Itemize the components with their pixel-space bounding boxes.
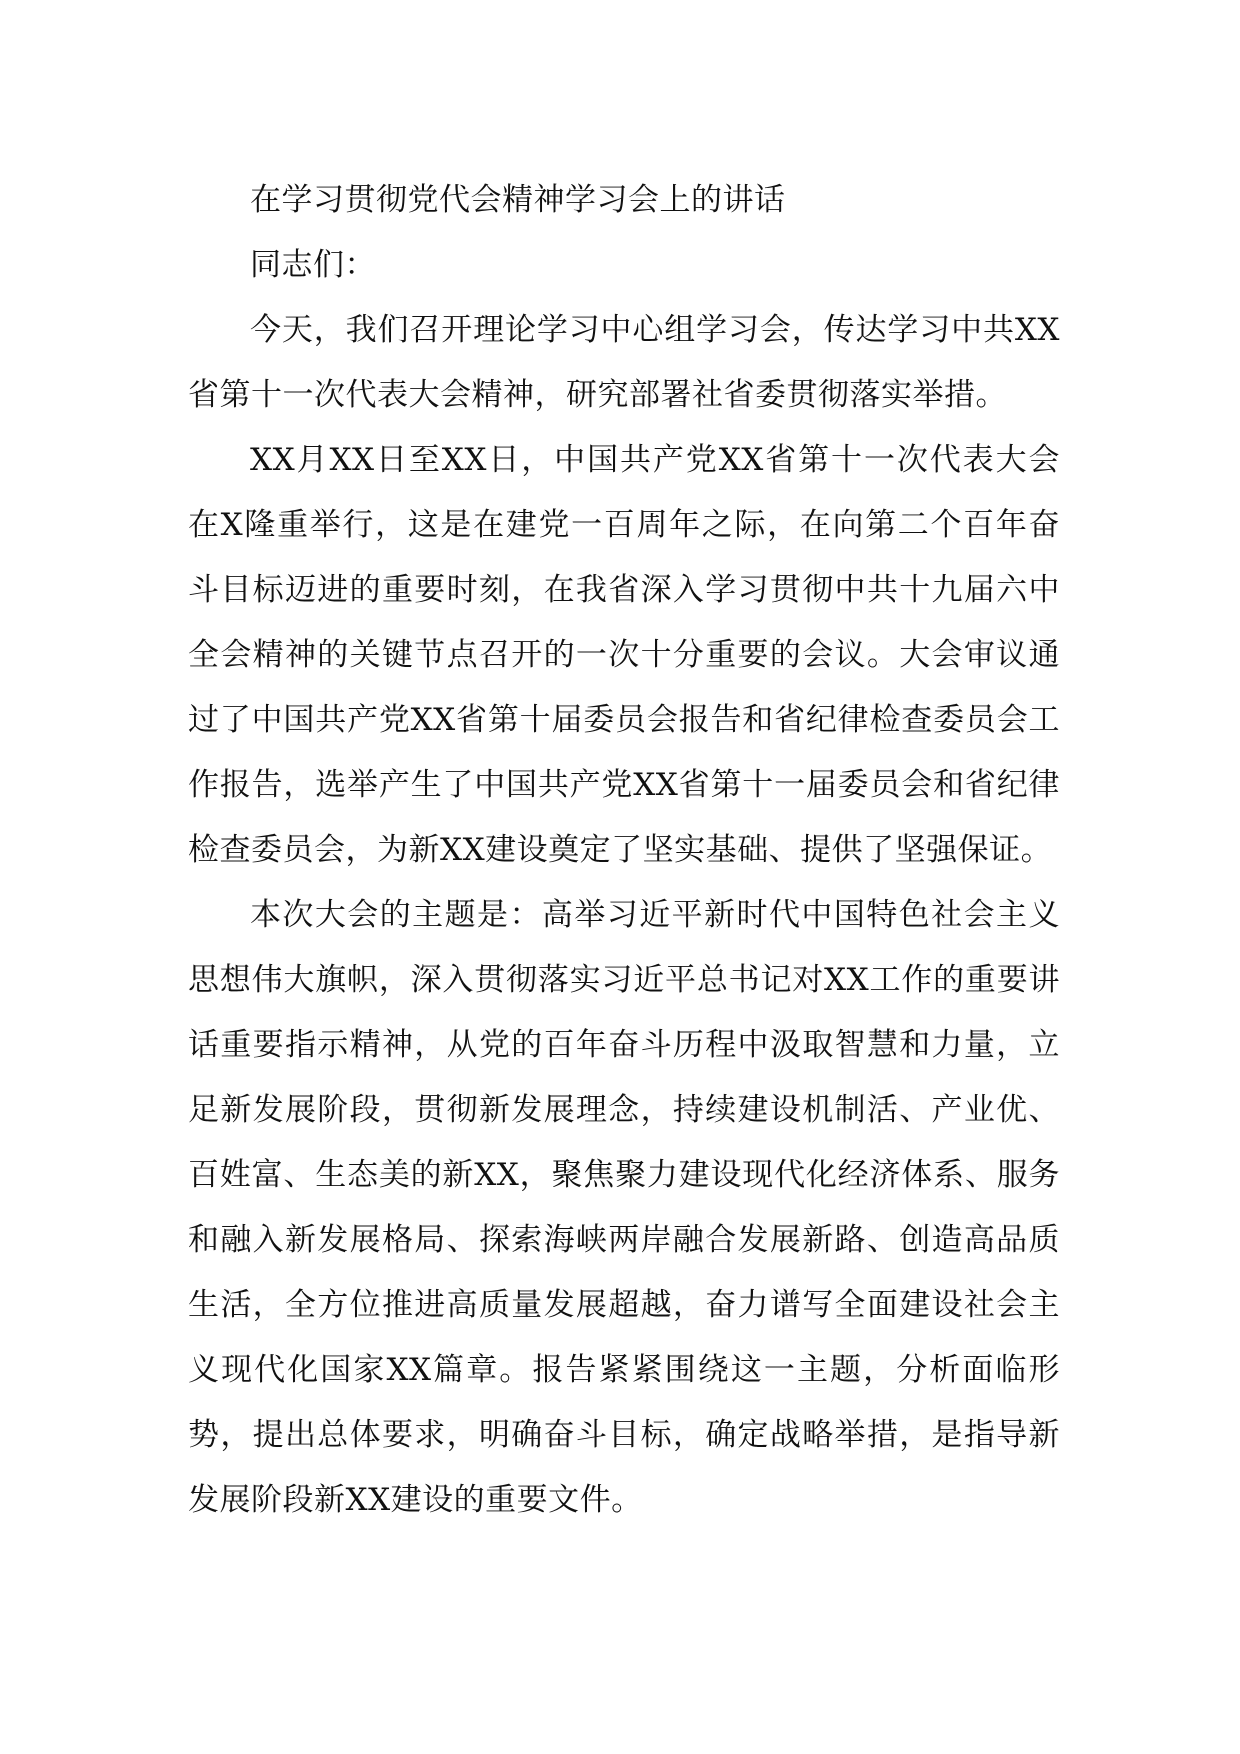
paragraph-intro: 今天，我们召开理论学习中心组学习会，传达学习中共XX省第十一次代表大会精神，研究部署社省委贯彻落实举措。	[188, 312, 1060, 413]
document-title: 在学习贯彻党代会精神学习会上的讲话	[250, 182, 786, 218]
paragraph-theme: 本次大会的主题是：高举习近平新时代中国特色社会主义思想伟大旗帜，深入贯彻落实习近平总书记对XX工作的重要讲话重要指示精神，从党的百年奋斗历程中汲取智慧和力量，立足新发展阶段，贯彻新发展理念，持续建设机制活、产业优、百姓富、生态美的新XX，聚焦聚力建设现代化经济体系、服务和融入新发展格局、探索海峡两岸融合发展新路、创造高品质生活，全方位推进高质量发展超越，奋力谱写全面建设社会主义现代化国家XX篇章。报告紧紧围绕这一主题，分析面临形势，提出总体要求，明确奋斗目标，确定战略举措，是指导新发展阶段新XX建设的重要文件。	[188, 897, 1060, 1518]
document-body	[188, 168, 1060, 1533]
paragraph-congress: XX月XX日至XX日，中国共产党XX省第十一次代表大会在X隆重举行，这是在建党一百周年之际，在向第二个百年奋斗目标迈进的重要时刻，在我省深入学习贯彻中共十九届六中全会精神的关键节点召开的一次十分重要的会议。大会审议通过了中国共产党XX省第十届委员会报告和省纪律检查委员会工作报告，选举产生了中国共产党XX省第十一届委员会和省纪律检查委员会，为新XX建设奠定了坚实基础、提供了坚强保证。	[188, 442, 1060, 868]
salutation: 同志们：	[250, 247, 376, 283]
